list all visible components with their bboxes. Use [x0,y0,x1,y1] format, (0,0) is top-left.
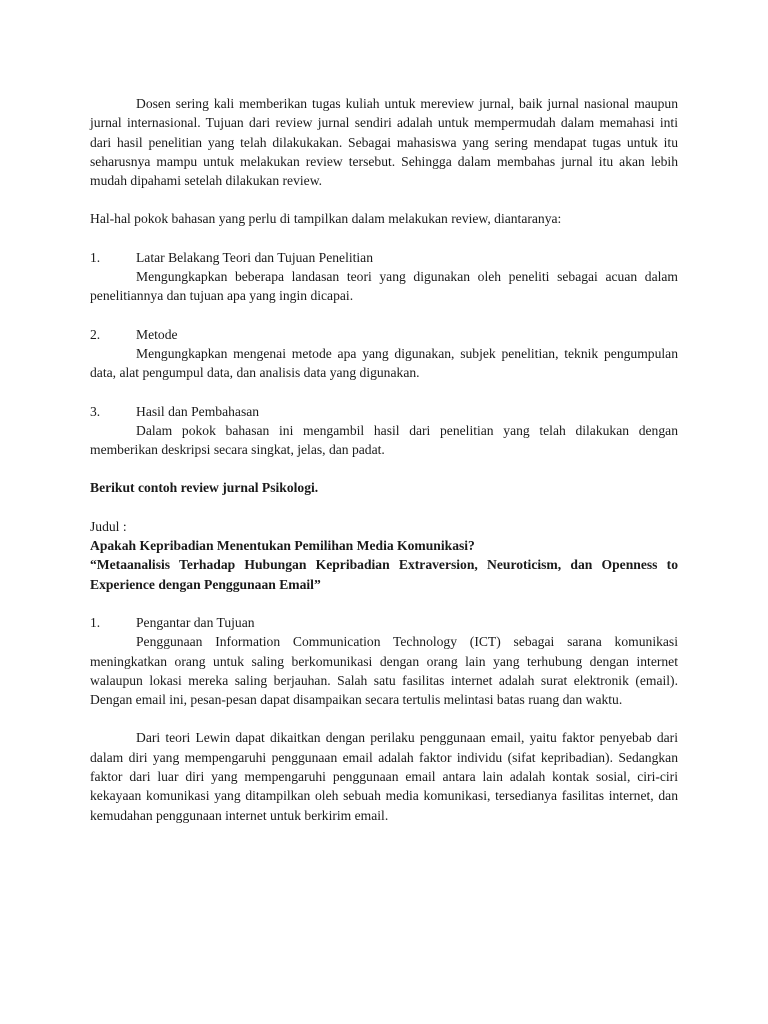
journal-title: Apakah Kepribadian Menentukan Pemilihan Media Komunikasi? [90,538,475,554]
journal-subtitle: “Metaanalisis Terhadap Hubungan Kepribadian Extraversion, Neuroticism, dan Openness to Experience dengan Penggunaan Email” [90,557,678,592]
section-number: 2. [90,326,101,342]
section-heading-1 [90,248,678,267]
section-body-3: Dalam pokok bahasan ini mengambil hasil dari penelitian yang telah dilakukan dengan memberikan deskripsi secara singkat, jelas, dan padat. [90,422,678,458]
section-number: 1. [90,249,101,265]
example-heading: Berikut contoh review jurnal Psikologi. [90,480,319,496]
section-body-1: Mengungkapkan beberapa landasan teori yang digunakan oleh peneliti sebagai acuan dalam penelitiannya dan tujuan apa yang ingin dicapai. [90,269,678,304]
section-heading-2 [90,325,678,344]
section-title: Metode [136,326,178,342]
lead-paragraph: Hal-hal pokok bahasan yang perlu di tampilkan dalam melakukan review, diantaranya: [90,211,562,227]
section-title: Hasil dan Pembahasan [136,403,260,419]
section-title: Latar Belakang Teori dan Tujuan Penelitian [136,249,374,265]
section-title: Pengantar dan Tujuan [136,614,255,630]
section-body-2: Mengungkapkan mengenai metode apa yang digunakan, subjek penelitian, teknik pengumpulan data, alat pengumpul data, dan analisis data yang digunakan. [90,345,678,381]
review-heading-1 [90,613,678,632]
judul-label: Judul : [90,518,127,534]
review-paragraph-1: Penggunaan Information Communication Technology (ICT) sebagai sarana komunikasi meningkatkan orang untuk saling berkomunikasi dengan orang lain yang terhubung dengan internet walaupun lokasi mereka saling berjauhan. Salah satu fasilitas internet adalah surat elektronik (email). Dengan email ini, pesan-pesan dapat disampaikan secara tertulis melintasi batas ruang dan waktu. [90,634,678,708]
section-number: 1. [90,614,101,630]
section-number: 3. [90,403,101,419]
review-paragraph-2: Dari teori Lewin dapat dikaitkan dengan perilaku penggunaan email, yaitu faktor penyebab dari dalam diri yang mempengaruhi penggunaan email adalah faktor individu (sifat kepribadian). Sedangkan faktor dari luar diri yang mempengaruhi penggunaan email antara lain adalah kontak sosial, ciri-ciri kekayaan komunikasi yang ditampilkan oleh sebuah media komunikasi, tersedianya fasilitas internet, dan kemudahan penggunaan internet untuk berkirim email. [90,730,678,823]
section-heading-3 [90,402,678,421]
intro-paragraph: Dosen sering kali memberikan tugas kuliah untuk mereview jurnal, baik jurnal nasional maupun jurnal internasional. Tujuan dari review jurnal sendiri adalah untuk mempermudah dalam memahasi inti dari hasil penelitian yang telah dilakukakan. Sebagai mahasiswa yang sering mendapat tugas untuk itu seharusnya mampu untuk melakukan review tersebut. Sehingga dalam membahas jurnal itu akan lebih mudah dipahami setelah dilakukan review. [90,96,678,189]
